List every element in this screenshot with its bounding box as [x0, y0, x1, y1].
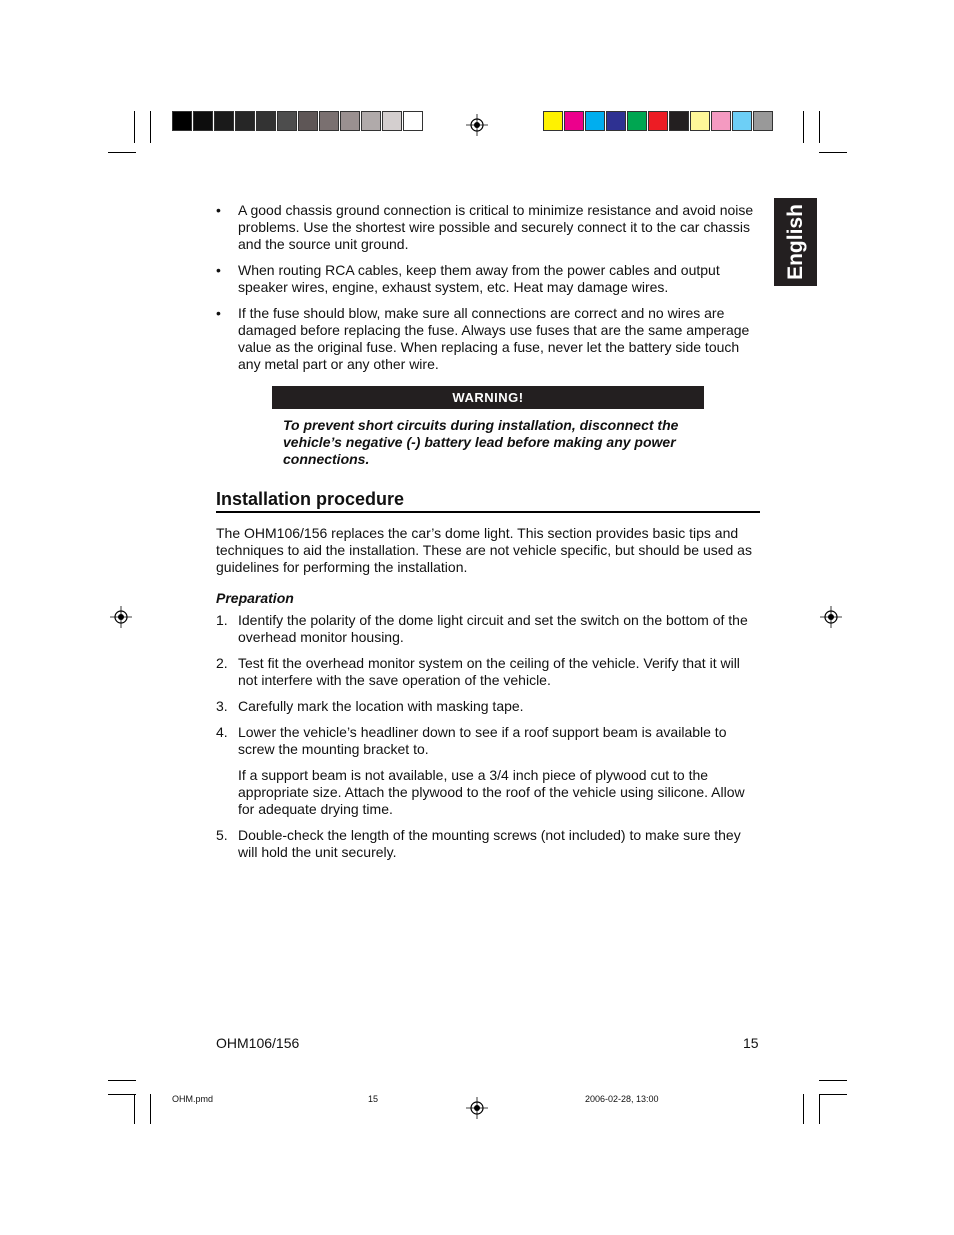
color-swatch — [606, 111, 626, 131]
color-swatch — [193, 111, 213, 131]
registration-mark-icon — [466, 1097, 488, 1119]
slug-page: 15 — [368, 1094, 379, 1104]
registration-mark-icon — [466, 114, 488, 136]
crop-mark — [150, 1094, 151, 1124]
steps-list — [216, 612, 761, 870]
color-swatch — [753, 111, 773, 131]
color-swatch — [382, 111, 402, 131]
color-swatch — [277, 111, 297, 131]
step-number: 1. — [216, 612, 228, 628]
color-swatch — [564, 111, 584, 131]
color-swatch — [235, 111, 255, 131]
crop-mark — [803, 1094, 804, 1124]
color-swatch — [298, 111, 318, 131]
color-swatch — [543, 111, 563, 131]
slug-filename: OHM.pmd — [172, 1094, 214, 1104]
process-color-bar — [543, 111, 774, 131]
color-swatch — [340, 111, 360, 131]
crop-mark — [134, 1094, 135, 1124]
crop-mark — [819, 1094, 820, 1124]
color-swatch — [690, 111, 710, 131]
language-tab-label: English — [783, 204, 807, 280]
color-swatch — [172, 111, 192, 131]
color-swatch — [214, 111, 234, 131]
warning-title: WARNING! — [272, 386, 704, 409]
color-swatch — [669, 111, 689, 131]
color-swatch — [361, 111, 381, 131]
list-item — [216, 827, 761, 861]
crop-mark — [819, 111, 820, 143]
step-text: Carefully mark the location with masking tape. — [238, 698, 524, 714]
step-number: 5. — [216, 827, 228, 843]
subheading: Preparation — [216, 590, 294, 606]
warning-text: To prevent short circuits during installation, disconnect the vehicle’s negative (-) battery lead before making any power connections. — [283, 417, 679, 467]
list-item: • If the fuse should blow, make sure all connections are correct and no wires are damaged before replacing the fuse. Always use fuses that are the same amperage value as the original fuse. When replacing a fuse, never let the battery side touch any metal part or any other wire. — [216, 305, 761, 373]
crop-mark — [819, 1094, 847, 1095]
list-item: • A good chassis ground connection is critical to minimize resistance and avoid noise problems. Use the shortest wire possible and securely connect it to the car chassis and the source unit ground. — [216, 202, 761, 253]
color-swatch — [711, 111, 731, 131]
step-text: Lower the vehicle’s headliner down to see if a roof support beam is available to screw the mounting bracket to. — [238, 724, 727, 757]
crop-mark — [108, 1094, 136, 1095]
step-text: Identify the polarity of the dome light circuit and set the switch on the bottom of the overhead monitor housing. — [238, 612, 748, 645]
section-intro: The OHM106/156 replaces the car’s dome light. This section provides basic tips and techniques to aid the installation. These are not vehicle specific, but should be used as guidelines for performing the installation. — [216, 525, 752, 575]
color-swatch — [256, 111, 276, 131]
crop-mark — [819, 152, 847, 153]
section-heading: Installation procedure — [216, 489, 405, 509]
color-swatch — [648, 111, 668, 131]
color-swatch — [627, 111, 647, 131]
heading-rule — [216, 511, 760, 513]
tips-list — [216, 202, 761, 382]
crop-mark — [134, 111, 135, 143]
slug-timestamp: 2006-02-28, 13:00 — [585, 1094, 659, 1104]
registration-mark-icon — [820, 606, 842, 628]
crop-mark — [819, 1080, 847, 1081]
list-item — [216, 612, 761, 646]
crop-mark — [803, 111, 804, 143]
list-item — [216, 655, 761, 689]
crop-mark — [150, 111, 151, 143]
step-note: If a support beam is not available, use a 3/4 inch piece of plywood cut to the appropriate size. Attach the plywood to the roof of the vehicle using silicone. Allow for adequate drying time. — [238, 767, 745, 817]
crop-mark — [108, 1080, 136, 1081]
color-swatch — [319, 111, 339, 131]
step-text: Double-check the length of the mounting screws (not included) to make sure they will hold the unit securely. — [238, 827, 741, 860]
language-tab — [774, 198, 817, 286]
color-swatch — [403, 111, 423, 131]
color-swatch — [585, 111, 605, 131]
step-number: 3. — [216, 698, 228, 714]
step-number: 2. — [216, 655, 228, 671]
registration-mark-icon — [110, 606, 132, 628]
page-number: 15 — [743, 1035, 759, 1051]
crop-mark — [108, 152, 136, 153]
grayscale-color-bar — [172, 111, 424, 131]
color-swatch — [732, 111, 752, 131]
list-item — [216, 698, 761, 715]
step-text: Test fit the overhead monitor system on the ceiling of the vehicle. Verify that it will not interfere with the save operation of the vehicle. — [238, 655, 740, 688]
footer-model: OHM106/156 — [216, 1035, 300, 1051]
list-item — [216, 724, 761, 818]
list-item: • When routing RCA cables, keep them away from the power cables and output speaker wires, engine, exhaust system, etc. Heat may damage wires. — [216, 262, 761, 296]
step-number: 4. — [216, 724, 228, 740]
